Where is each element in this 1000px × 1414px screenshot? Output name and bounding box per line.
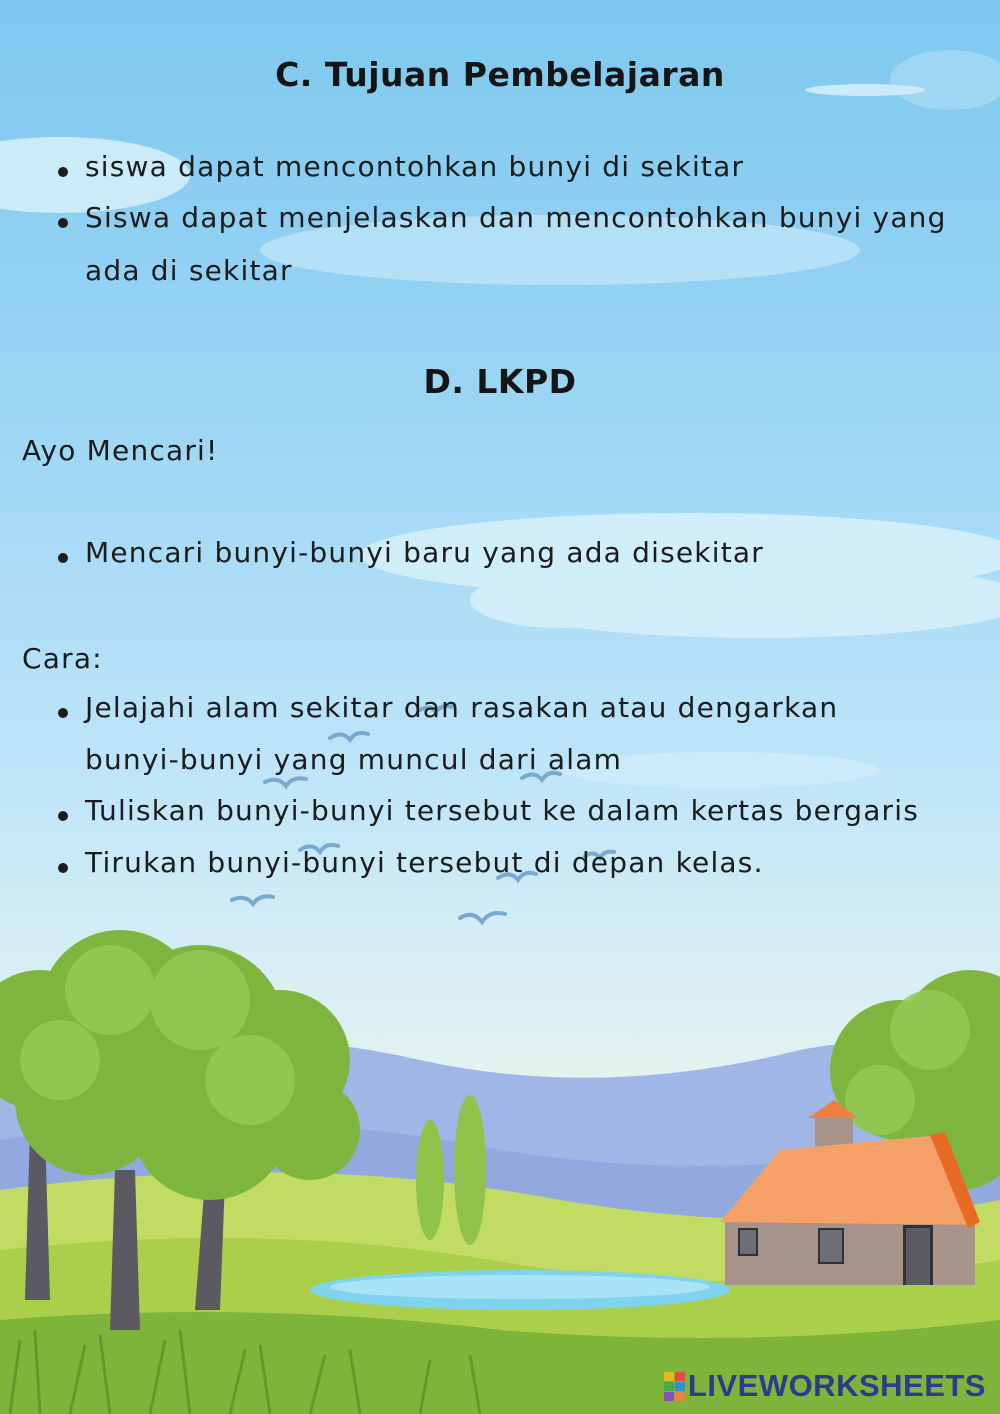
step-1-cont: bunyi-bunyi yang muncul dari alam bbox=[85, 743, 623, 776]
bullet-icon bbox=[58, 708, 68, 718]
section-c-item-1: siswa dapat mencontohkan bunyi di sekitar bbox=[85, 150, 745, 183]
liveworksheets-logo-icon bbox=[664, 1372, 684, 1400]
cara-label: Cara: bbox=[22, 642, 103, 675]
step-3: Tirukan bunyi-bunyi tersebut di depan kelas. bbox=[85, 846, 764, 879]
section-d-title: D. LKPD bbox=[423, 362, 577, 401]
bullet-icon bbox=[58, 863, 68, 873]
intro-text: Ayo Mencari! bbox=[22, 434, 219, 467]
liveworksheets-watermark bbox=[664, 1368, 986, 1404]
task-item: Mencari bunyi-bunyi baru yang ada disekitar bbox=[85, 536, 764, 569]
bullet-icon bbox=[58, 811, 68, 821]
section-c-item-2-cont: ada di sekitar bbox=[85, 254, 293, 287]
step-1: Jelajahi alam sekitar dan rasakan atau dengarkan bbox=[85, 691, 839, 724]
bullet-icon bbox=[58, 553, 68, 563]
bullet-icon bbox=[58, 218, 68, 228]
section-c-item-2: Siswa dapat menjelaskan dan mencontohkan bunyi yang bbox=[85, 201, 947, 234]
bullet-icon bbox=[58, 167, 68, 177]
section-c-title: C. Tujuan Pembelajaran bbox=[275, 55, 725, 94]
watermark-text: LIVEWORKSHEETS bbox=[687, 1368, 986, 1403]
step-2: Tuliskan bunyi-bunyi tersebut ke dalam kertas bergaris bbox=[85, 794, 920, 827]
